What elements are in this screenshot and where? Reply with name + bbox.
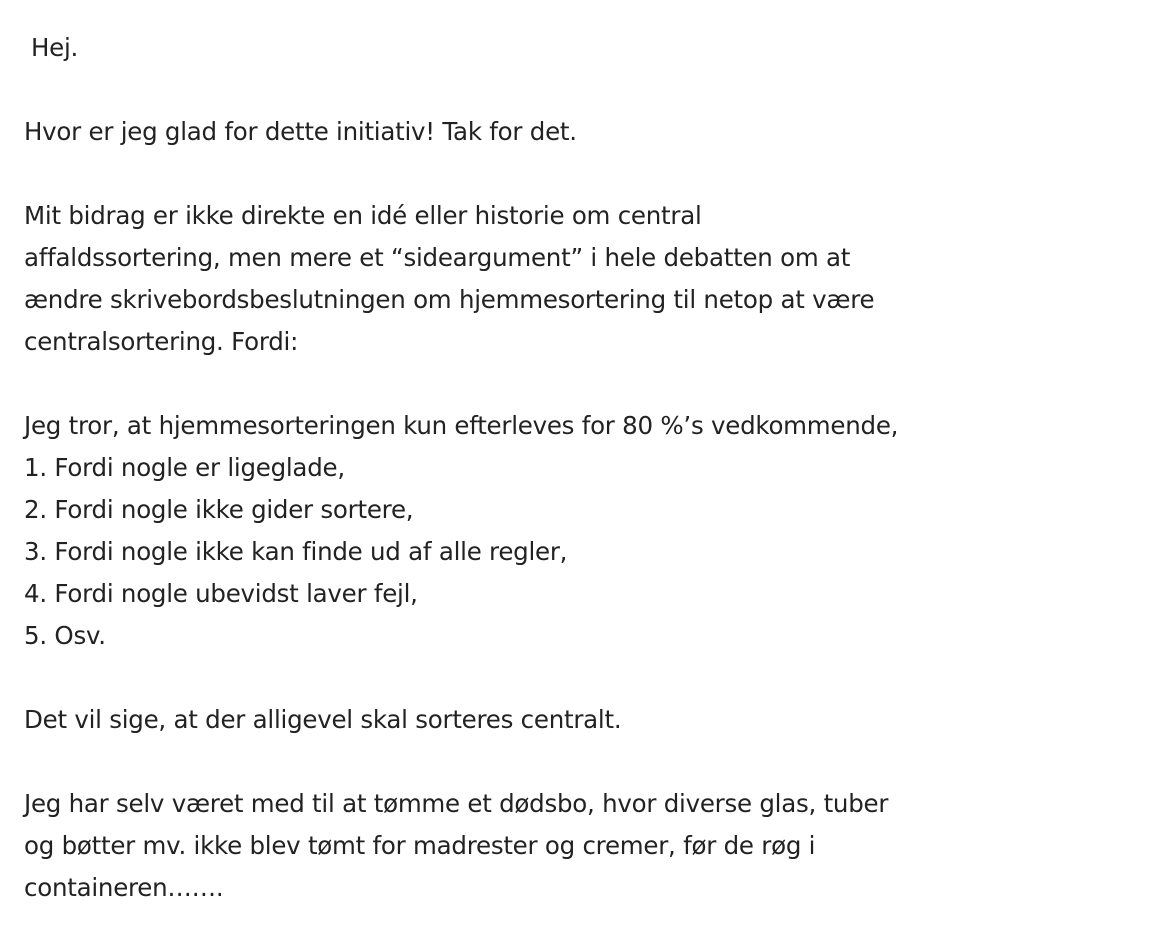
- paragraph-line: og bøtter mv. ikke blev tømt for madrester og cremer, før de røg i: [24, 831, 816, 860]
- paragraph-contribution: [24, 195, 1124, 363]
- paragraph-line: Jeg har selv været med til at tømme et dødsbo, hvor diverse glas, tuber: [24, 789, 889, 818]
- post-body: [24, 27, 1124, 951]
- paragraph-line: Mit bidrag er ikke direkte en idé eller historie om central: [24, 201, 702, 230]
- paragraph-reasons: [24, 405, 1124, 657]
- greeting-text: Hej.: [31, 33, 79, 62]
- paragraph-line: centralsortering. Fordi:: [24, 327, 299, 356]
- list-item: 5. Osv.: [24, 621, 106, 650]
- reasons-intro: Jeg tror, at hjemmesorteringen kun efterleves for 80 %’s vedkommende,: [24, 411, 899, 440]
- paragraph-line: ændre skrivebordsbeslutningen om hjemmesortering til netop at være: [24, 285, 875, 314]
- paragraph-anecdote: [24, 783, 1124, 909]
- list-item: 2. Fordi nogle ikke gider sortere,: [24, 495, 414, 524]
- list-item: 3. Fordi nogle ikke kan finde ud af alle regler,: [24, 537, 568, 566]
- list-item: 1. Fordi nogle er ligeglade,: [24, 453, 345, 482]
- reasons-list: [24, 447, 1124, 657]
- paragraph-line: affaldssortering, men mere et “sideargument” i hele debatten om at: [24, 243, 851, 272]
- paragraph-conclusion: Det vil sige, at der alligevel skal sorteres centralt.: [24, 705, 622, 734]
- paragraph-line: containeren…….: [24, 873, 224, 902]
- paragraph-thanks: Hvor er jeg glad for dette initiativ! Tak for det.: [24, 117, 577, 146]
- list-item: 4. Fordi nogle ubevidst laver fejl,: [24, 579, 418, 608]
